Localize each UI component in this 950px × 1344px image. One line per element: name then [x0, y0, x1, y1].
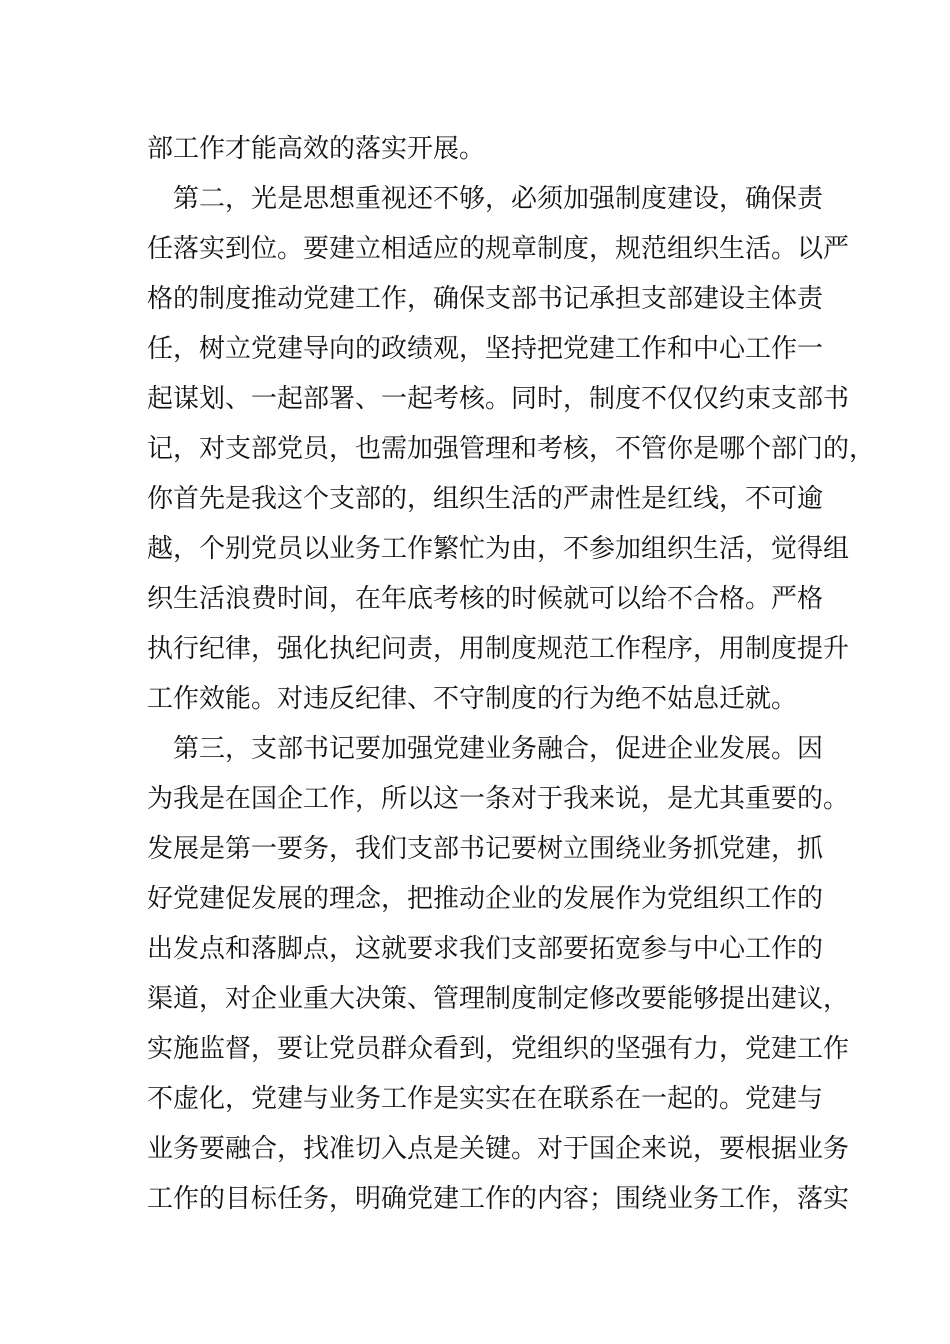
text-line: 织生活浪费时间，在年底考核的时候就可以给不合格。严格 [147, 584, 824, 614]
body-text [147, 124, 876, 1224]
text-line: 格的制度推动党建工作，确保支部书记承担支部建设主体责 [147, 284, 824, 314]
text-line: 工作的目标任务，明确党建工作的内容；围绕业务工作，落实 [147, 1184, 850, 1214]
text-line: 越，个别党员以业务工作繁忙为由，不参加组织生活，觉得组 [147, 534, 850, 564]
text-line: 部工作才能高效的落实开展。 [147, 134, 486, 164]
text-line: 业务要融合，找准切入点是关键。对于国企来说，要根据业务 [147, 1134, 850, 1164]
text-line: 出发点和落脚点，这就要求我们支部要拓宽参与中心工作的 [147, 934, 824, 964]
text-line: 工作效能。对违反纪律、不守制度的行为绝不姑息迁就。 [147, 684, 798, 714]
text-line: 发展是第一要务，我们支部书记要树立围绕业务抓党建，抓 [147, 834, 824, 864]
text-line: 记，对支部党员，也需加强管理和考核，不管你是哪个部门的， [147, 434, 876, 464]
text-line: 不虚化，党建与业务工作是实实在在联系在一起的。党建与 [147, 1084, 824, 1114]
text-line: 为我是在国企工作，所以这一条对于我来说，是尤其重要的。 [147, 784, 850, 814]
text-line: 渠道，对企业重大决策、管理制度制定修改要能够提出建议， [147, 984, 850, 1014]
text-line: 第三，支部书记要加强党建业务融合，促进企业发展。因 [147, 734, 824, 764]
text-line: 任落实到位。要建立相适应的规章制度，规范组织生活。以严 [147, 234, 850, 264]
text-line: 你首先是我这个支部的，组织生活的严肃性是红线，不可逾 [147, 484, 824, 514]
text-line: 任，树立党建导向的政绩观，坚持把党建工作和中心工作一 [147, 334, 824, 364]
text-line: 实施监督，要让党员群众看到，党组织的坚强有力，党建工作 [147, 1034, 850, 1064]
text-line: 好党建促发展的理念，把推动企业的发展作为党组织工作的 [147, 884, 824, 914]
text-line: 执行纪律，强化执纪问责，用制度规范工作程序，用制度提升 [147, 634, 850, 664]
text-line: 起谋划、一起部署、一起考核。同时，制度不仅仅约束支部书 [147, 384, 850, 414]
text-line: 第二，光是思想重视还不够，必须加强制度建设，确保责 [147, 184, 824, 214]
